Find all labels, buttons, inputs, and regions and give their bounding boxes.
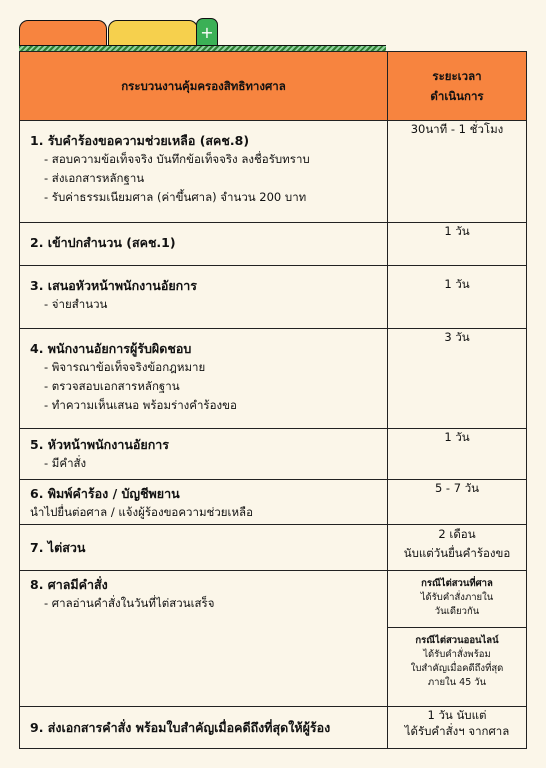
step-sub: - ทำความเห็นเสนอ พร้อมร่างคำร้องขอ <box>44 398 237 412</box>
step-title: 6. พิมพ์คำร้อง / บัญชีพยาน <box>30 486 180 501</box>
table-row <box>20 429 527 480</box>
step-title: 4. พนักงานอัยการผู้รับผิดชอบ <box>30 341 192 356</box>
step-title: 8. ศาลมีคำสั่ง <box>30 577 108 592</box>
case-online: กรณีไต่สวนออนไลน์ ได้รับคำสั่งพร้อม ใบสำคัญเมื่อคดีถึงที่สุด ภายใน 45 วัน <box>388 627 526 696</box>
step-duration: 30นาที - 1 ชั่วโมง <box>388 121 527 223</box>
header-duration: ระยะเวลา ดำเนินการ <box>388 52 527 121</box>
step-duration: 1 วัน <box>388 266 527 329</box>
table-row <box>20 121 527 223</box>
step-duration: 5 - 7 วัน <box>388 480 527 525</box>
step-sub: - มีคำสั่ง <box>44 456 87 470</box>
step-title: 9. ส่งเอกสารคำสั่ง พร้อมใบสำคัญเมื่อคดีถึงที่สุดให้ผู้ร้อง <box>30 720 331 735</box>
add-tab-icon[interactable]: + <box>196 18 218 47</box>
step-title: 7. ไต่สวน <box>30 540 86 555</box>
table-row <box>20 329 527 429</box>
step-title: 1. รับคำร้องขอความช่วยเหลือ (สคช.8) <box>30 133 250 148</box>
step-title: 2. เข้าปกสำนวน (สคช.1) <box>30 235 176 250</box>
step-duration: 1 วัน <box>388 429 527 480</box>
table-row <box>20 525 527 571</box>
step-note: นำไปยื่นต่อศาล / แจ้งผู้ร้องขอความช่วยเหลือ <box>30 505 253 519</box>
tab-yellow[interactable] <box>108 20 198 47</box>
step-duration-cases <box>388 571 527 707</box>
table-header-row <box>20 52 527 121</box>
table-row <box>20 223 527 266</box>
step-duration: 2 เดือน นับแต่วันยื่นคำร้องขอ <box>388 525 527 571</box>
step-sub: - จ่ายสำนวน <box>44 297 108 311</box>
process-table <box>19 51 527 749</box>
table-row <box>20 707 527 749</box>
tab-orange[interactable] <box>19 20 107 47</box>
step-sub: - ตรวจสอบเอกสารหลักฐาน <box>44 379 180 393</box>
table-row <box>20 571 527 707</box>
step-sub: - รับค่าธรรมเนียมศาล (ค่าขึ้นศาล) จำนวน 200 บาท <box>44 190 307 204</box>
step-sub: - พิจารณาข้อเท็จจริงข้อกฎหมาย <box>44 360 206 374</box>
step-duration: 3 วัน <box>388 329 527 429</box>
step-duration: 1 วัน <box>388 223 527 266</box>
step-duration: 1 วัน นับแต่ ได้รับคำสั่งฯ จากศาล <box>388 707 527 749</box>
step-sub: - ส่งเอกสารหลักฐาน <box>44 171 145 185</box>
case-court: กรณีไต่สวนที่ศาล ได้รับคำสั่งภายใน วันเดียวกัน <box>420 578 494 617</box>
step-title: 5. หัวหน้าพนักงานอัยการ <box>30 437 170 452</box>
step-sub: - ศาลอ่านคำสั่งในวันที่ไต่สวนเสร็จ <box>44 596 215 610</box>
step-sub: - สอบความข้อเท็จจริง บันทึกข้อเท็จจริง ลงชื่อรับทราบ <box>44 152 310 166</box>
step-title: 3. เสนอหัวหน้าพนักงานอัยการ <box>30 278 197 293</box>
table-row <box>20 266 527 329</box>
header-process: กระบวนงานคุ้มครองสิทธิทางศาล <box>20 52 388 121</box>
table-row <box>20 480 527 525</box>
